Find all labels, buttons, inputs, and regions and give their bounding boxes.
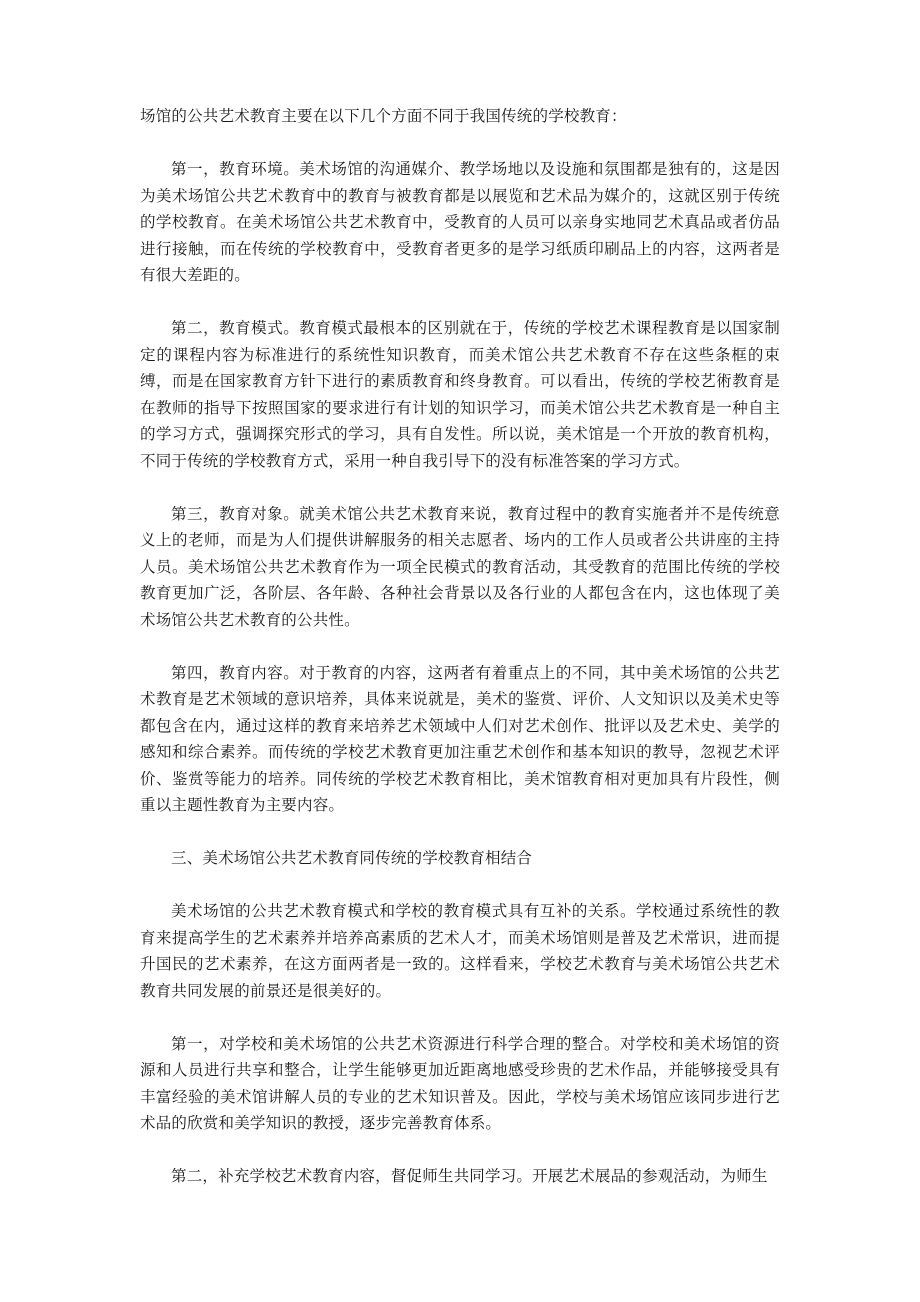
section-heading: 三、美术场馆公共艺术教育同传统的学校教育相结合 (171, 849, 533, 867)
paragraph-supplement: 第二，补充学校艺术教育内容，督促师生共同学习。开展艺术展品的参观活动，为师生 (171, 1167, 768, 1185)
intro-paragraph: 场馆的公共艺术教育主要在以下几个方面不同于我国传统的学校教育： (140, 107, 627, 125)
paragraph-content: 第四，教育内容。对于教育的内容，这两者有着重点上的不同，其中美术场馆的公共艺术教育是艺术领域的意识培养，具体来说就是，美术的鉴赏、评价、人文知识以及美术史等都包含在内，通过这样的教育来培养艺术领域中人们对艺术创作、批评以及艺术史、美学的感知和综合素养。而传统的学校艺术教育更加注重艺术创作和基本知识的教导，忽视艺术评价、鉴赏等能力的培养。同传统的学校艺术教育相比，美术馆教育相对更加具有片段性，侧重以主题性教育为主要内容。 (140, 663, 780, 814)
paragraph-complementary: 美术场馆的公共艺术教育模式和学校的教育模式具有互补的关系。学校通过系统性的教育来提高学生的艺术素养并培养高素质的艺术人才，而美术场馆则是普及艺术常识，进而提升国民的艺术素养，在这方面两者是一致的。这样看来，学校艺术教育与美术场馆公共艺术教育共同发展的前景还是很美好的。 (140, 902, 780, 1000)
paragraph-environment: 第一，教育环境。美术场馆的沟通媒介、教学场地以及设施和氛围都是独有的，这是因为美术场馆公共艺术教育中的教育与被教育都是以展览和艺术品为媒介的，这就区别于传统的学校教育。在美术场馆公共艺术教育中，受教育的人员可以亲身实地同艺术真品或者仿品进行接触，而在传统的学校教育中，受教育者更多的是学习纸质印刷品上的内容，这两者是有很大差距的。 (140, 160, 780, 284)
paragraph-audience: 第三，教育对象。就美术馆公共艺术教育来说，教育过程中的教育实施者并不是传统意义上的老师，而是为人们提供讲解服务的相关志愿者、场内的工作人员或者公共讲座的主持人员。美术场馆公共艺术教育作为一项全民模式的教育活动，其受教育的范围比传统的学校教育更加广泛，各阶层、各年龄、各种社会背景以及各行业的人都包含在内，这也体现了美术场馆公共艺术教育的公共性。 (140, 504, 780, 629)
paragraph-mode: 第二，教育模式。教育模式最根本的区别就在于，传统的学校艺术课程教育是以国家制定的课程内容为标准进行的系统性知识教育，而美术馆公共艺术教育不存在这些条框的束缚，而是在国家教育方针下进行的素质教育和终身教育。可以看出，传统的学校艺術教育是在教师的指导下按照国家的要求进行有计划的知识学习，而美术馆公共艺术教育是一种自主的学习方式，强调探究形式的学习，具有自发性。所以说，美术馆是一个开放的教育机构，不同于传统的学校教育方式，采用一种自我引导下的没有标准答案的学习方式。 (140, 319, 780, 470)
document-body (140, 103, 780, 1216)
paragraph-resource-integration: 第一，对学校和美术场馆的公共艺术资源进行科学合理的整合。对学校和美术场馆的资源和人员进行共享和整合，让学生能够更加近距离地感受珍贵的艺术作品，并能够接受具有丰富经验的美术馆讲解人员的专业的艺术知识普及。因此，学校与美术场馆应该同步进行艺术品的欣赏和美学知识的教授，逐步完善教育体系。 (140, 1034, 780, 1132)
